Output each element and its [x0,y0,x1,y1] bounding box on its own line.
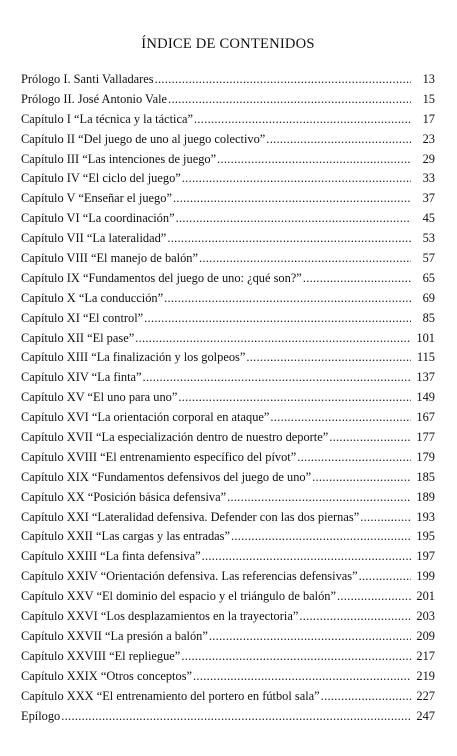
toc-entry-label: Capítulo XXVI “Los desplazamientos en la trayectoria” [21,609,299,624]
toc-entry [21,687,435,707]
dot-leader [217,150,411,170]
toc-entry-page-number: 203 [416,609,435,624]
toc-entry-page-number: 57 [422,251,435,266]
dot-leader [231,527,411,547]
toc-entry-page-number: 149 [416,390,435,405]
dot-leader [167,229,411,249]
toc-entry [21,229,435,249]
toc-entry-page-number: 197 [416,549,435,564]
toc-entry [21,169,435,189]
toc-entry [21,607,435,627]
toc-entry [21,209,435,229]
dot-leader [181,647,411,667]
toc-entry-label: Capítulo XVIII “El entrenamiento específico del pívot” [21,449,297,464]
toc-entry [21,249,435,269]
dot-leader [329,428,411,448]
dot-leader [270,408,411,428]
dot-leader [173,189,411,209]
toc-entry [21,488,435,508]
dot-leader [143,368,411,388]
toc-entry-label: Capítulo XXV “El dominio del espacio y el triángulo de balón” [21,589,336,604]
dot-leader [168,90,411,110]
dot-leader [178,388,411,408]
toc-entry-page-number: 33 [422,171,435,186]
toc-entry [21,90,435,110]
toc-entry [21,388,435,408]
toc-entry-label: Capítulo XI “El control” [21,310,144,325]
toc-entry-label: Capítulo I “La técnica y la táctica” [21,111,193,126]
toc-entry-label: Prólogo II. José Antonio Vale [21,91,168,106]
toc-entry-page-number: 185 [416,469,435,484]
dot-leader [312,468,411,488]
toc-entry [21,348,435,368]
dot-leader [266,130,411,150]
toc-entry-label: Capítulo XXX “El entrenamiento del portero en fútbol sala” [21,688,320,703]
toc-entry-page-number: 45 [422,211,435,226]
toc-entry-label: Capítulo XII “El pase” [21,330,135,345]
toc-entry-label: Capítulo VII “La lateralidad” [21,231,167,246]
dot-leader [193,667,411,687]
toc-entry [21,527,435,547]
toc-entry-page-number: 201 [416,589,435,604]
dot-leader [61,707,411,727]
toc-entry-label: Capítulo XXIII “La finta defensiva” [21,549,201,564]
toc-entry-label: Capítulo VIII “El manejo de balón” [21,251,198,266]
toc-entry-page-number: 167 [416,410,435,425]
toc-entry [21,428,435,448]
dot-leader [246,348,411,368]
toc-entry-label: Capítulo XVI “La orientación corporal en ataque” [21,410,270,425]
toc-entry [21,150,435,170]
toc-entry [21,448,435,468]
toc-entry [21,269,435,289]
toc-entry [21,329,435,349]
toc-entry-label: Capítulo XIX “Fundamentos defensivos del juego de uno” [21,469,312,484]
toc-entry-page-number: 23 [422,131,435,146]
toc-entry-label: Capítulo XXIX “Otros conceptos” [21,668,193,683]
toc-entry-page-number: 13 [422,72,435,86]
toc-entry-page-number: 217 [416,648,435,663]
toc-entry-label: Capítulo IX “Fundamentos del juego de uno: ¿qué son?” [21,270,302,285]
toc-entry-page-number: 227 [416,688,435,703]
toc-entry-label: Epílogo [21,708,61,723]
toc-entry-page-number: 15 [422,91,435,106]
toc-entry [21,110,435,130]
toc-entry-label: Capítulo II “Del juego de uno al juego colectivo” [21,131,266,146]
toc-entry-page-number: 115 [416,350,435,365]
toc-entry-label: Capítulo XVII “La especialización dentro de nuestro deporte” [21,430,329,445]
toc-entry [21,309,435,329]
page-title: ÍNDICE DE CONTENIDOS [141,36,315,52]
toc-entry-label: Capítulo XIII “La finalización y los golpeos” [21,350,246,365]
toc-entry-label: Capítulo XX “Posición básica defensiva” [21,489,227,504]
toc-entry [21,707,435,727]
toc-entry-page-number: 17 [422,111,435,126]
toc-entry [21,667,435,687]
toc-entry-page-number: 101 [416,330,435,345]
toc-entry-page-number: 137 [416,370,435,385]
dot-leader [155,70,411,90]
toc-entry-page-number: 193 [416,509,435,524]
toc-entry-label: Capítulo VI “La coordinación” [21,211,175,226]
toc-entry-label: Capítulo X “La conducción” [21,290,164,305]
toc-entry-label: Capítulo XXVII “La presión a balón” [21,628,208,643]
toc-entry [21,408,435,428]
toc-entry-page-number: 247 [416,708,435,723]
dot-leader [182,169,411,189]
toc-entry [21,587,435,607]
toc-entry [21,647,435,667]
dot-leader [297,448,411,468]
toc-entry-label: Capítulo XV “El uno para uno” [21,390,178,405]
toc-entry-label: Prólogo I. Santi Valladares [21,72,154,86]
dot-leader [164,289,411,309]
toc-entry-label: Capítulo XIV “La finta” [21,370,142,385]
dot-leader [227,488,411,508]
toc-entry [21,567,435,587]
toc-entry-page-number: 219 [416,668,435,683]
dot-leader [176,209,411,229]
toc-entry-page-number: 65 [422,270,435,285]
toc-entry-page-number: 53 [422,231,435,246]
toc-entry-label: Capítulo V “Enseñar el juego” [21,191,172,206]
dot-leader [144,309,411,329]
toc-entry-label: Capítulo XXI “Lateralidad defensiva. Defender con las dos piernas” [21,509,360,524]
dot-leader [135,329,411,349]
dot-leader [202,547,411,567]
toc-entry-page-number: 177 [416,430,435,445]
toc-entry-label: Capítulo III “Las intenciones de juego” [21,151,217,166]
toc-entry [21,130,435,150]
toc-entry [21,627,435,647]
toc-entry-page-number: 195 [416,529,435,544]
toc-entry [21,70,435,90]
dot-leader [199,249,411,269]
toc-entry-page-number: 85 [422,310,435,325]
dot-leader [359,567,411,587]
toc-entry-page-number: 189 [416,489,435,504]
toc-entry [21,189,435,209]
dot-leader [337,587,411,607]
toc-entry-page-number: 209 [416,628,435,643]
toc-entry-label: Capítulo XXII “Las cargas y las entradas” [21,529,230,544]
dot-leader [303,269,411,289]
toc-entry [21,547,435,567]
toc-entry [21,289,435,309]
toc-entry-page-number: 29 [422,151,435,166]
toc-entry-page-number: 179 [416,449,435,464]
toc-entry [21,508,435,528]
dot-leader [299,607,411,627]
toc-entry [21,368,435,388]
dot-leader [209,627,411,647]
toc-entry-label: Capítulo XXIV “Orientación defensiva. Las referencias defensivas” [21,569,358,584]
toc-entry-label: Capítulo XXVIII “El repliegue” [21,648,181,663]
toc-entry-page-number: 199 [416,569,435,584]
toc-entry-page-number: 37 [422,191,435,206]
toc-entry-label: Capítulo IV “El ciclo del juego” [21,171,181,186]
toc-entry-page-number: 69 [422,290,435,305]
dot-leader [194,110,411,130]
dot-leader [321,687,411,707]
toc-list [21,70,435,726]
toc-entry [21,468,435,488]
dot-leader [360,508,411,528]
